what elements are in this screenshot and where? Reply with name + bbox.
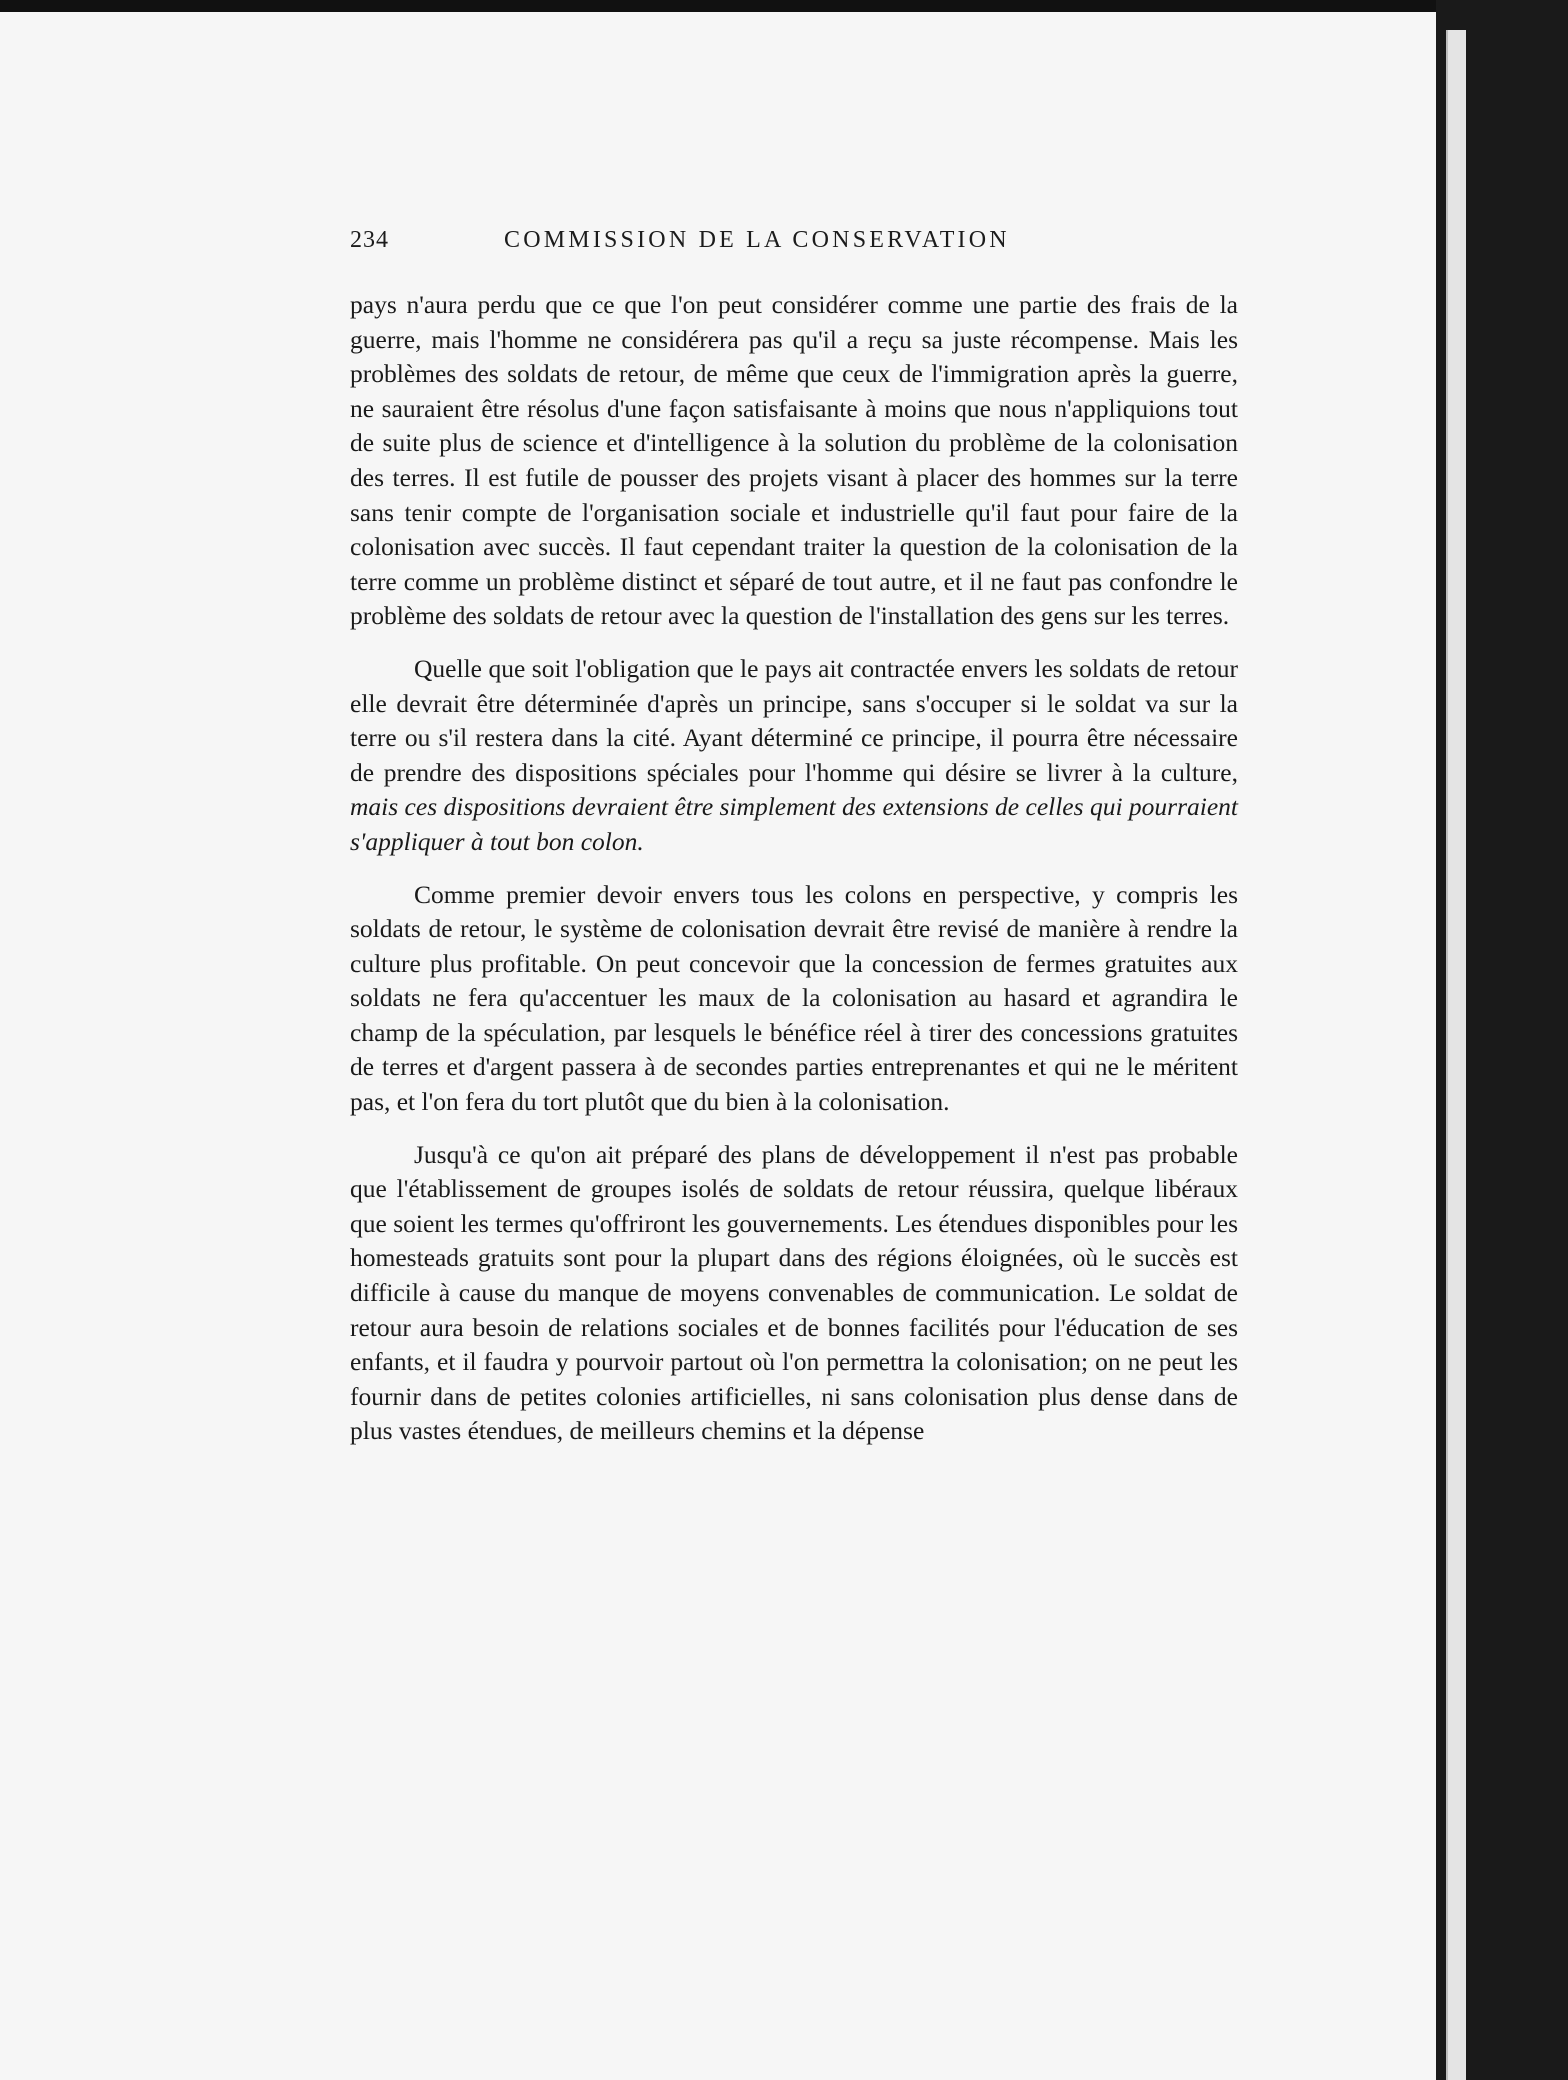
paragraph-2-italic-text: mais ces dispositions devraient être simplement des extensions de celles qui pourraient s'appliquer à tout bon colon.: [350, 792, 1238, 856]
running-title: COMMISSION DE LA CONSERVATION: [504, 227, 1010, 253]
paragraph-4: Jusqu'à ce qu'on ait préparé des plans de développement il n'est pas probable que l'établissement de groupes isolés de soldats de retour réussira, quelque libéraux que soient les termes qu'offriront les gouvernements. Les étendues disponibles pour les homesteads gratuits sont pour la plupart dans des régions éloignées, où le succès est difficile à cause du manque de moyens convenables de communication. Le soldat de retour aura besoin de relations sociales et de bonnes facilités pour l'éducation de ses enfants, et il faudra y pourvoir partout où l'on permettra la colonisation; on ne peut les fournir dans de petites colonies artificielles, ni sans colonisation plus dense dans de plus vastes étendues, de meilleurs chemins et la dépense: [350, 1139, 1238, 1446]
page-number: 234: [350, 227, 389, 253]
scan-top-border: [0, 0, 1568, 12]
body-text: [350, 288, 1238, 1449]
paragraph-1: pays n'aura perdu que ce que l'on peut considérer comme une partie des frais de la guerre, mais l'homme ne considérera pas qu'il a reçu sa juste récompense. Mais les problèmes des soldats de retour, de même que ceux de l'immigration après la guerre, ne sauraient être résolus d'une façon satisfaisante à moins que nous n'appliquions tout de suite plus de science et d'intelligence à la solution du problème de la colonisation des terres. Il est futile de pousser des projets visant à placer des hommes sur la terre sans tenir compte de l'organisation sociale et industrielle qu'il faut pour faire de la colonisation avec succès. Il faut cependant traiter la question de la colonisation de la terre comme un problème distinct et séparé de tout autre, et il ne faut pas confondre le problème des soldats de retour avec la question de l'installation des gens sur les terres.: [350, 290, 1238, 631]
adjacent-page-edge: [1446, 30, 1466, 2080]
paragraph-3: Comme premier devoir envers tous les colons en perspective, y compris les soldats de retour, le système de colonisation devrait être revisé de manière à rendre la culture plus profitable. On peut concevoir que la concession de fermes gratuites aux soldats ne fera qu'accentuer les maux de la colonisation au hasard et agrandira le champ de la spéculation, par lesquels le bénéfice réel à tirer des concessions gratuites de terres et d'argent passera à de secondes parties entreprenantes et qui ne le méritent pas, et l'on fera du tort plutôt que du bien à la colonisation.: [350, 879, 1238, 1117]
paragraph-2: [350, 652, 1238, 860]
running-head: [350, 227, 1242, 267]
paragraph-2-text: Quelle que soit l'obligation que le pays ait contractée envers les soldats de retour elle devrait être déterminée d'après un principe, sans s'occuper si le soldat va sur la terre ou s'il restera dans la cité. Ayant déterminé ce principe, il pourra être nécessaire de prendre des dispositions spéciales pour l'homme qui désire se livrer à la culture,: [350, 653, 1238, 787]
